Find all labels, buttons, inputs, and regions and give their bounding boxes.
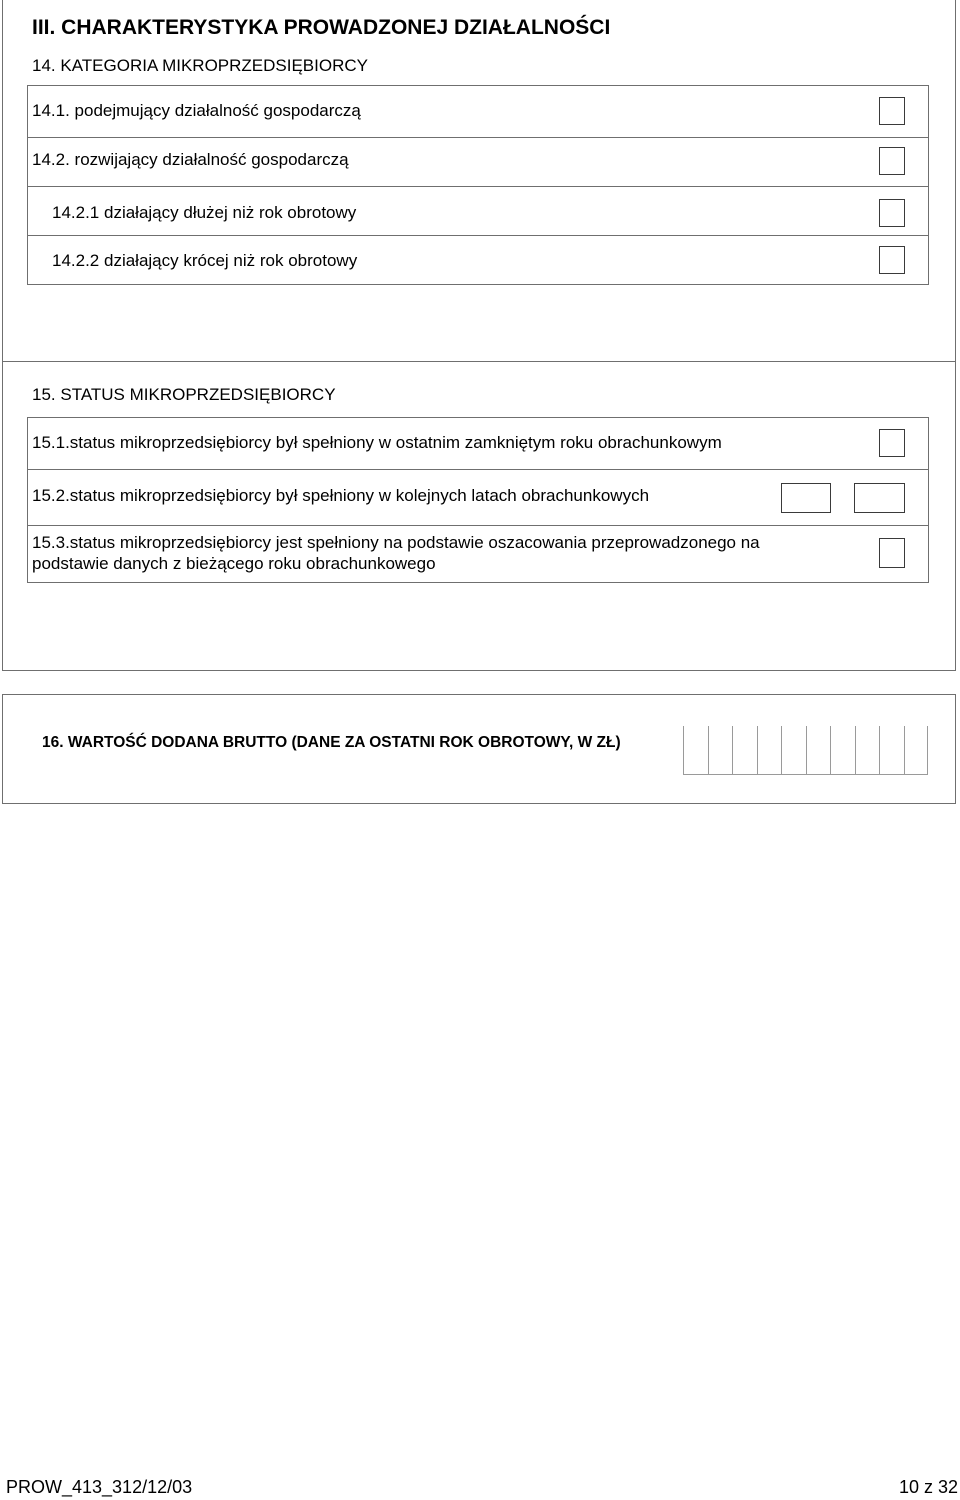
digit-box[interactable] bbox=[757, 726, 782, 775]
digit-box[interactable] bbox=[879, 726, 904, 775]
item-15-1-label: 15.1.status mikroprzedsiębiorcy był spełniony w ostatnim zamkniętym roku obrachunkowym bbox=[32, 433, 722, 452]
checkbox-14-2-1[interactable] bbox=[879, 199, 905, 227]
item-15-3-label-line2: podstawie danych z bieżącego roku obrachunkowego bbox=[32, 554, 436, 573]
item-15-3-label-line1: 15.3.status mikroprzedsiębiorcy jest spełniony na podstawie oszacowania przeprowadzonego na bbox=[32, 533, 760, 552]
divider bbox=[27, 525, 929, 526]
item-15-2-label: 15.2.status mikroprzedsiębiorcy był spełniony w kolejnych latach obrachunkowych bbox=[32, 486, 650, 505]
divider bbox=[27, 137, 929, 138]
digit-box[interactable] bbox=[781, 726, 806, 775]
section-14-heading: 14. KATEGORIA MIKROPRZEDSIĘBIORCY bbox=[32, 56, 368, 75]
checkbox-14-2-2[interactable] bbox=[879, 246, 905, 274]
digit-box[interactable] bbox=[806, 726, 831, 775]
item-14-2-1-label: 14.2.1 działający dłużej niż rok obrotowy bbox=[52, 203, 357, 222]
checkbox-14-1[interactable] bbox=[879, 97, 905, 125]
item-14-1-label: 14.1. podejmujący działalność gospodarczą bbox=[32, 101, 361, 120]
digit-box[interactable] bbox=[904, 726, 929, 775]
section-title: III. CHARAKTERYSTYKA PROWADZONEJ DZIAŁALNOŚCI bbox=[32, 16, 611, 39]
checkbox-14-2[interactable] bbox=[879, 147, 905, 175]
page-number: 10 z 32 bbox=[898, 1477, 958, 1497]
divider bbox=[27, 469, 929, 470]
item-14-2-2-label: 14.2.2 działający krócej niż rok obrotowy bbox=[52, 251, 358, 270]
digit-box[interactable] bbox=[830, 726, 855, 775]
section-16-heading: 16. WARTOŚĆ DODANA BRUTTO (DANE ZA OSTATNI ROK OBROTOWY, W ZŁ) bbox=[42, 734, 621, 751]
digit-box[interactable] bbox=[708, 726, 733, 775]
year-field-2[interactable] bbox=[854, 483, 905, 513]
digit-box[interactable] bbox=[732, 726, 757, 775]
divider bbox=[27, 186, 929, 187]
checkbox-15-3[interactable] bbox=[879, 538, 905, 568]
checkbox-15-1[interactable] bbox=[879, 429, 905, 457]
divider bbox=[27, 235, 929, 236]
digit-box[interactable] bbox=[683, 726, 708, 775]
section-15-heading: 15. STATUS MIKROPRZEDSIĘBIORCY bbox=[32, 385, 336, 404]
item-14-2-label: 14.2. rozwijający działalność gospodarczą bbox=[32, 150, 349, 169]
document-code: PROW_413_312/12/03 bbox=[6, 1477, 193, 1497]
year-field-1[interactable] bbox=[781, 483, 831, 513]
value-digit-boxes[interactable] bbox=[683, 726, 928, 775]
digit-box[interactable] bbox=[855, 726, 880, 775]
